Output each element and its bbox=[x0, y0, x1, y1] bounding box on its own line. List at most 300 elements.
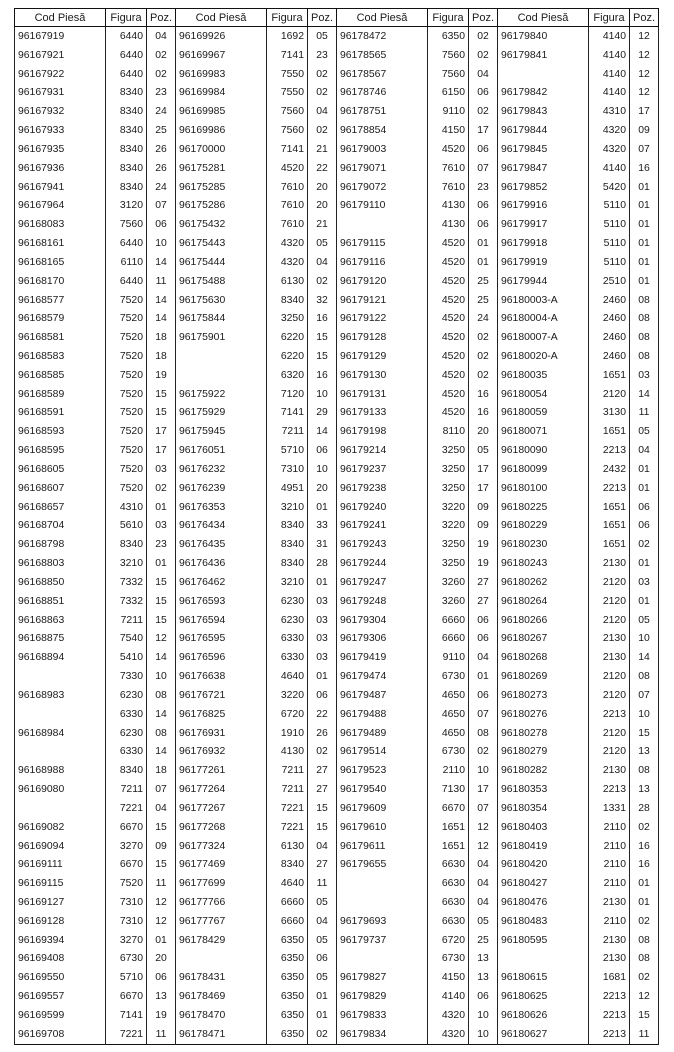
position-cell: 04 bbox=[308, 253, 337, 272]
table-row bbox=[498, 611, 659, 630]
figure-cell: 7520 bbox=[106, 366, 147, 385]
position-cell: 13 bbox=[469, 968, 498, 987]
position-cell: 03 bbox=[308, 630, 337, 649]
figure-cell: 2110 bbox=[428, 761, 469, 780]
index-column-2 bbox=[175, 8, 336, 1045]
figure-cell: 2213 bbox=[589, 1025, 630, 1044]
table-row bbox=[15, 573, 176, 592]
part-code-cell: 96179122 bbox=[337, 309, 428, 328]
header-poz: Poz. bbox=[147, 9, 176, 27]
part-code-cell: 96169557 bbox=[15, 987, 106, 1006]
part-code-cell: 96179304 bbox=[337, 611, 428, 630]
part-code-cell: 96169111 bbox=[15, 855, 106, 874]
figure-cell: 2460 bbox=[589, 328, 630, 347]
table-row bbox=[15, 630, 176, 649]
table-row bbox=[498, 441, 659, 460]
table-row bbox=[176, 65, 337, 84]
figure-cell: 4320 bbox=[267, 234, 308, 253]
table-row bbox=[176, 347, 337, 366]
position-cell: 22 bbox=[308, 159, 337, 178]
part-code-cell: 96180476 bbox=[498, 893, 589, 912]
position-cell: 31 bbox=[308, 535, 337, 554]
figure-cell: 6440 bbox=[106, 27, 147, 46]
part-code-cell: 96177267 bbox=[176, 799, 267, 818]
figure-cell: 6660 bbox=[267, 893, 308, 912]
part-code-cell: 96180420 bbox=[498, 855, 589, 874]
figure-cell: 7221 bbox=[267, 799, 308, 818]
position-cell: 14 bbox=[630, 385, 659, 404]
table-row bbox=[15, 724, 176, 743]
table-row bbox=[337, 366, 498, 385]
position-cell: 06 bbox=[469, 215, 498, 234]
table-row bbox=[498, 837, 659, 856]
figure-cell: 3250 bbox=[428, 479, 469, 498]
part-code-cell: 96179488 bbox=[337, 705, 428, 724]
position-cell: 26 bbox=[147, 140, 176, 159]
table-row bbox=[176, 799, 337, 818]
table-row bbox=[15, 253, 176, 272]
table-row bbox=[15, 780, 176, 799]
part-code-cell: 96169408 bbox=[15, 950, 106, 969]
figure-cell: 7610 bbox=[267, 178, 308, 197]
part-code-cell: 96179827 bbox=[337, 968, 428, 987]
table-row bbox=[176, 1025, 337, 1044]
figure-cell: 7310 bbox=[267, 460, 308, 479]
table-row bbox=[176, 309, 337, 328]
figure-cell: 6230 bbox=[267, 611, 308, 630]
figure-cell: 8340 bbox=[267, 517, 308, 536]
position-cell: 05 bbox=[308, 27, 337, 46]
table-row bbox=[176, 517, 337, 536]
part-code-cell: 96180269 bbox=[498, 667, 589, 686]
figure-cell: 6350 bbox=[267, 1025, 308, 1044]
part-code-cell: 96169599 bbox=[15, 1006, 106, 1025]
part-code-cell bbox=[176, 347, 267, 366]
table-row bbox=[337, 573, 498, 592]
position-cell: 01 bbox=[308, 573, 337, 592]
figure-cell: 3250 bbox=[428, 460, 469, 479]
table-row bbox=[337, 761, 498, 780]
table-row bbox=[15, 178, 176, 197]
table-row bbox=[498, 309, 659, 328]
figure-cell: 8340 bbox=[267, 855, 308, 874]
table-row bbox=[498, 968, 659, 987]
figure-cell: 4520 bbox=[428, 291, 469, 310]
position-cell: 01 bbox=[630, 272, 659, 291]
part-code-cell: 96169094 bbox=[15, 837, 106, 856]
figure-cell: 7520 bbox=[106, 328, 147, 347]
figure-cell: 2130 bbox=[589, 950, 630, 969]
table-row bbox=[337, 291, 498, 310]
position-cell: 01 bbox=[630, 196, 659, 215]
figure-cell: 4140 bbox=[589, 46, 630, 65]
position-cell: 11 bbox=[147, 1025, 176, 1044]
table-row bbox=[498, 196, 659, 215]
figure-cell: 2130 bbox=[589, 931, 630, 950]
table-row bbox=[15, 479, 176, 498]
table-row bbox=[176, 140, 337, 159]
part-code-cell: 96169926 bbox=[176, 27, 267, 46]
part-code-cell: 96180020-A bbox=[498, 347, 589, 366]
table-row bbox=[337, 780, 498, 799]
figure-cell: 2110 bbox=[589, 874, 630, 893]
index-body bbox=[498, 27, 659, 1045]
position-cell: 10 bbox=[630, 705, 659, 724]
table-row bbox=[176, 912, 337, 931]
position-cell: 01 bbox=[630, 178, 659, 197]
table-row bbox=[337, 517, 498, 536]
part-code-cell: 96179110 bbox=[337, 196, 428, 215]
part-code-cell: 96167932 bbox=[15, 102, 106, 121]
table-row bbox=[337, 742, 498, 761]
part-code-cell: 96179243 bbox=[337, 535, 428, 554]
figure-cell: 6660 bbox=[267, 912, 308, 931]
part-code-cell: 96175432 bbox=[176, 215, 267, 234]
part-code-cell: 96180626 bbox=[498, 1006, 589, 1025]
position-cell: 11 bbox=[147, 874, 176, 893]
table-row bbox=[498, 215, 659, 234]
figure-cell: 8110 bbox=[428, 422, 469, 441]
part-code-cell: 96179237 bbox=[337, 460, 428, 479]
figure-cell: 4130 bbox=[267, 742, 308, 761]
figure-cell: 3270 bbox=[106, 837, 147, 856]
figure-cell: 6730 bbox=[428, 950, 469, 969]
table-row bbox=[15, 121, 176, 140]
part-code-cell: 96176462 bbox=[176, 573, 267, 592]
part-code-cell: 96179241 bbox=[337, 517, 428, 536]
position-cell: 09 bbox=[630, 121, 659, 140]
part-code-cell bbox=[15, 742, 106, 761]
position-cell: 01 bbox=[630, 893, 659, 912]
part-code-cell: 96168583 bbox=[15, 347, 106, 366]
header-row bbox=[337, 9, 498, 27]
figure-cell: 5710 bbox=[106, 968, 147, 987]
table-row bbox=[15, 517, 176, 536]
figure-cell: 4520 bbox=[428, 234, 469, 253]
table-row bbox=[498, 159, 659, 178]
table-row bbox=[176, 592, 337, 611]
part-code-cell: 96179131 bbox=[337, 385, 428, 404]
part-code-cell: 96180266 bbox=[498, 611, 589, 630]
figure-cell: 7141 bbox=[106, 1006, 147, 1025]
figure-cell: 7610 bbox=[428, 178, 469, 197]
position-cell: 06 bbox=[469, 686, 498, 705]
index-column-4 bbox=[497, 8, 658, 1045]
part-code-cell: 96168589 bbox=[15, 385, 106, 404]
position-cell: 16 bbox=[308, 309, 337, 328]
position-cell: 01 bbox=[308, 1006, 337, 1025]
position-cell: 02 bbox=[469, 328, 498, 347]
part-code-cell bbox=[498, 65, 589, 84]
position-cell: 01 bbox=[147, 931, 176, 950]
table-row bbox=[176, 366, 337, 385]
figure-cell: 6350 bbox=[267, 968, 308, 987]
table-row bbox=[337, 855, 498, 874]
part-code-cell: 96176434 bbox=[176, 517, 267, 536]
position-cell: 20 bbox=[469, 422, 498, 441]
position-cell: 03 bbox=[147, 517, 176, 536]
figure-cell: 6350 bbox=[267, 1006, 308, 1025]
header-row bbox=[15, 9, 176, 27]
part-code-cell: 96179474 bbox=[337, 667, 428, 686]
part-code-cell: 96179852 bbox=[498, 178, 589, 197]
figure-cell: 3220 bbox=[428, 517, 469, 536]
position-cell: 20 bbox=[147, 950, 176, 969]
table-row bbox=[498, 83, 659, 102]
part-code-cell: 96168585 bbox=[15, 366, 106, 385]
table-row bbox=[498, 347, 659, 366]
position-cell: 24 bbox=[147, 178, 176, 197]
part-code-cell: 96175630 bbox=[176, 291, 267, 310]
part-code-cell: 96175281 bbox=[176, 159, 267, 178]
figure-cell: 3210 bbox=[106, 554, 147, 573]
table-row bbox=[15, 742, 176, 761]
table-row bbox=[337, 667, 498, 686]
part-code-cell: 96169708 bbox=[15, 1025, 106, 1044]
table-row bbox=[498, 121, 659, 140]
position-cell: 02 bbox=[147, 65, 176, 84]
part-code-cell: 96180278 bbox=[498, 724, 589, 743]
figure-cell: 4150 bbox=[428, 121, 469, 140]
part-code-cell: 96180282 bbox=[498, 761, 589, 780]
position-cell: 02 bbox=[308, 83, 337, 102]
position-cell: 02 bbox=[308, 65, 337, 84]
table-row bbox=[15, 102, 176, 121]
part-code-cell: 96180268 bbox=[498, 648, 589, 667]
position-cell: 06 bbox=[630, 498, 659, 517]
position-cell: 21 bbox=[308, 215, 337, 234]
position-cell: 15 bbox=[147, 573, 176, 592]
position-cell: 05 bbox=[308, 931, 337, 950]
header-cod-piesa: Cod Piesă bbox=[15, 9, 106, 27]
position-cell: 15 bbox=[630, 1006, 659, 1025]
figure-cell: 4320 bbox=[428, 1006, 469, 1025]
position-cell: 16 bbox=[469, 404, 498, 423]
table-row bbox=[176, 83, 337, 102]
figure-cell: 8340 bbox=[106, 535, 147, 554]
figure-cell: 4520 bbox=[428, 309, 469, 328]
table-row bbox=[498, 1006, 659, 1025]
part-code-cell: 96179655 bbox=[337, 855, 428, 874]
part-code-cell: 96180264 bbox=[498, 592, 589, 611]
figure-cell: 2120 bbox=[589, 573, 630, 592]
table-row bbox=[15, 554, 176, 573]
figure-cell: 7310 bbox=[106, 912, 147, 931]
figure-cell: 4520 bbox=[428, 253, 469, 272]
position-cell: 08 bbox=[630, 931, 659, 950]
table-row bbox=[176, 874, 337, 893]
position-cell: 04 bbox=[469, 855, 498, 874]
table-row bbox=[337, 102, 498, 121]
position-cell: 13 bbox=[630, 742, 659, 761]
position-cell: 05 bbox=[630, 422, 659, 441]
figure-cell: 4320 bbox=[428, 1025, 469, 1044]
table-row bbox=[176, 968, 337, 987]
position-cell: 21 bbox=[308, 140, 337, 159]
figure-cell: 2460 bbox=[589, 291, 630, 310]
position-cell: 16 bbox=[469, 385, 498, 404]
table-row bbox=[498, 234, 659, 253]
part-code-cell: 96179842 bbox=[498, 83, 589, 102]
position-cell: 23 bbox=[469, 178, 498, 197]
part-code-cell: 96180279 bbox=[498, 742, 589, 761]
table-row bbox=[498, 291, 659, 310]
figure-cell: 7211 bbox=[267, 780, 308, 799]
table-row bbox=[176, 742, 337, 761]
position-cell: 02 bbox=[469, 27, 498, 46]
position-cell: 04 bbox=[469, 65, 498, 84]
table-row bbox=[176, 855, 337, 874]
table-row bbox=[337, 498, 498, 517]
table-row bbox=[176, 1006, 337, 1025]
table-row bbox=[337, 630, 498, 649]
position-cell: 18 bbox=[147, 761, 176, 780]
position-cell: 15 bbox=[308, 347, 337, 366]
figure-cell: 6320 bbox=[267, 366, 308, 385]
position-cell: 16 bbox=[308, 366, 337, 385]
part-code-cell: 96180059 bbox=[498, 404, 589, 423]
part-code-cell: 96169080 bbox=[15, 780, 106, 799]
position-cell: 12 bbox=[630, 987, 659, 1006]
table-row bbox=[498, 630, 659, 649]
index-column-1 bbox=[14, 8, 175, 1045]
position-cell: 04 bbox=[469, 874, 498, 893]
figure-cell: 6670 bbox=[106, 987, 147, 1006]
figure-cell: 7550 bbox=[267, 83, 308, 102]
figure-cell: 2130 bbox=[589, 893, 630, 912]
figure-cell: 6630 bbox=[428, 893, 469, 912]
table-row bbox=[498, 742, 659, 761]
position-cell: 01 bbox=[630, 460, 659, 479]
table-row bbox=[15, 159, 176, 178]
position-cell: 08 bbox=[630, 761, 659, 780]
table-row bbox=[15, 196, 176, 215]
position-cell: 18 bbox=[147, 328, 176, 347]
figure-cell: 7550 bbox=[267, 65, 308, 84]
position-cell: 04 bbox=[147, 799, 176, 818]
position-cell: 14 bbox=[630, 648, 659, 667]
position-cell: 03 bbox=[308, 592, 337, 611]
table-row bbox=[498, 950, 659, 969]
table-row bbox=[176, 780, 337, 799]
table-row bbox=[498, 385, 659, 404]
header-poz: Poz. bbox=[630, 9, 659, 27]
part-code-cell: 96179917 bbox=[498, 215, 589, 234]
part-code-cell: 96169983 bbox=[176, 65, 267, 84]
position-cell: 17 bbox=[469, 479, 498, 498]
figure-cell: 4650 bbox=[428, 705, 469, 724]
position-cell: 27 bbox=[308, 855, 337, 874]
table-row bbox=[498, 554, 659, 573]
part-code-cell: 96176932 bbox=[176, 742, 267, 761]
position-cell: 04 bbox=[308, 837, 337, 856]
position-cell: 01 bbox=[630, 874, 659, 893]
position-cell: 20 bbox=[308, 196, 337, 215]
table-row bbox=[498, 253, 659, 272]
table-row bbox=[498, 46, 659, 65]
figure-cell: 7520 bbox=[106, 441, 147, 460]
position-cell: 07 bbox=[469, 799, 498, 818]
figure-cell: 4520 bbox=[428, 140, 469, 159]
table-row bbox=[337, 385, 498, 404]
index-body bbox=[15, 27, 176, 1045]
figure-cell: 8340 bbox=[106, 102, 147, 121]
figure-cell: 7211 bbox=[106, 780, 147, 799]
figure-cell: 2110 bbox=[589, 818, 630, 837]
figure-cell: 7520 bbox=[106, 309, 147, 328]
position-cell: 04 bbox=[308, 102, 337, 121]
part-code-cell: 96179514 bbox=[337, 742, 428, 761]
position-cell: 01 bbox=[469, 234, 498, 253]
position-cell: 12 bbox=[469, 837, 498, 856]
table-row bbox=[498, 422, 659, 441]
position-cell: 05 bbox=[308, 968, 337, 987]
position-cell: 05 bbox=[469, 912, 498, 931]
table-row bbox=[337, 686, 498, 705]
table-row bbox=[176, 686, 337, 705]
position-cell: 06 bbox=[469, 83, 498, 102]
part-code-cell: 96176353 bbox=[176, 498, 267, 517]
figure-cell: 4320 bbox=[589, 121, 630, 140]
part-code-cell: 96168984 bbox=[15, 724, 106, 743]
figure-cell: 6330 bbox=[106, 742, 147, 761]
table-row bbox=[15, 1006, 176, 1025]
figure-cell: 6720 bbox=[428, 931, 469, 950]
part-code-cell: 96180035 bbox=[498, 366, 589, 385]
figure-cell: 2120 bbox=[589, 667, 630, 686]
figure-cell: 7141 bbox=[267, 46, 308, 65]
figure-cell: 8340 bbox=[267, 535, 308, 554]
figure-cell: 3210 bbox=[267, 498, 308, 517]
position-cell: 04 bbox=[308, 912, 337, 931]
index-body bbox=[176, 27, 337, 1045]
figure-cell: 6440 bbox=[106, 272, 147, 291]
part-code-cell: 96180003-A bbox=[498, 291, 589, 310]
figure-cell: 3220 bbox=[267, 686, 308, 705]
position-cell: 10 bbox=[469, 761, 498, 780]
table-row bbox=[498, 987, 659, 1006]
figure-cell: 4140 bbox=[428, 987, 469, 1006]
table-row bbox=[176, 196, 337, 215]
header-cod-piesa: Cod Piesă bbox=[337, 9, 428, 27]
part-code-cell: 96176051 bbox=[176, 441, 267, 460]
position-cell: 03 bbox=[308, 611, 337, 630]
table-row bbox=[337, 215, 498, 234]
table-row bbox=[15, 968, 176, 987]
figure-cell: 4150 bbox=[428, 968, 469, 987]
table-row bbox=[176, 159, 337, 178]
part-code-cell: 96179540 bbox=[337, 780, 428, 799]
part-code-cell: 96179129 bbox=[337, 347, 428, 366]
part-code-cell: 96180004-A bbox=[498, 309, 589, 328]
figure-cell: 7560 bbox=[428, 65, 469, 84]
table-row bbox=[498, 648, 659, 667]
figure-cell: 8340 bbox=[106, 761, 147, 780]
table-row bbox=[15, 874, 176, 893]
part-code-cell: 96167941 bbox=[15, 178, 106, 197]
figure-cell: 8340 bbox=[267, 554, 308, 573]
figure-cell: 5710 bbox=[267, 441, 308, 460]
position-cell: 22 bbox=[308, 705, 337, 724]
position-cell: 08 bbox=[630, 291, 659, 310]
figure-cell: 2213 bbox=[589, 441, 630, 460]
position-cell: 15 bbox=[308, 799, 337, 818]
position-cell: 13 bbox=[469, 950, 498, 969]
figure-cell: 6630 bbox=[428, 912, 469, 931]
position-cell: 07 bbox=[469, 159, 498, 178]
position-cell: 26 bbox=[147, 159, 176, 178]
figure-cell: 6230 bbox=[106, 686, 147, 705]
